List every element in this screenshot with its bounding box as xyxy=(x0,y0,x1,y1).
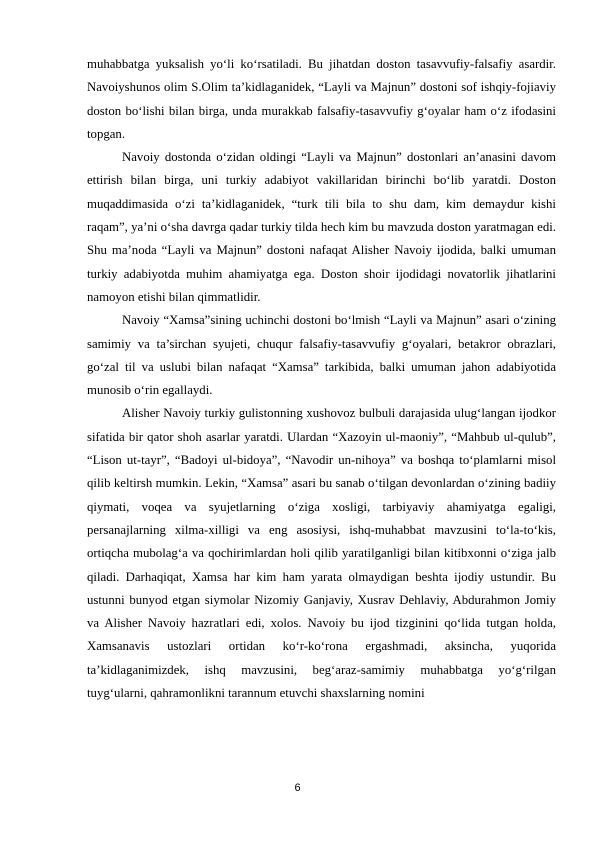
paragraph-2: Navoiy dostonda o‘zidan oldingi “Layli va Majnun” dostonlari an’anasini davom ettirish bilan birga, uni turkiy adabiyot vakillaridan birinchi bo‘lib yaratdi. Doston muqaddimasida o‘zi ta’kidlaganidek, “turk tili bila to shu dam, kim demaydur kishi raqam”, ya’ni o‘sha davrga qadar turkiy tilda hech kim bu mavzuda doston yaratmagan edi. Shu ma’noda “Layli va Majnun” dostoni nafaqat Alisher Navoiy ijodida, balki umuman turkiy adabiyotda muhim ahamiyatga ega. Doston shoir ijodidagi novatorlik jihatlarini namoyon etishi bilan qimmatlidir. xyxy=(87,150,556,304)
paragraph-4: Alisher Navoiy turkiy gulistonning xushovoz bulbuli darajasida ulug‘langan ijodkor sifatida bir qator shoh asarlar yaratdi. Ulardan “Xazoyin ul-maoniy”, “Mahbub ul-qulub”, “Lison ut-tayr”, “Badoyi ul-bidoya”, “Navodir un-nihoya” va boshqa to‘plamlarni misol qilib keltirsh mumkin. Lekin, “Xamsa” asari bu sanab o‘tilgan devonlardan o‘zining badiiy qiymati, voqea va syujetlarning o‘ziga xosligi, tarbiyaviy ahamiyatga egaligi, persanajlarning xilma-xilligi va eng asosiysi, ishq-muhabbat mavzusini to‘la-to‘kis, ortiqcha mubolag‘a va qochirimlardan holi qilib yaratilganligi bilan kitibxonni o‘ziga jalb qiladi. Darhaqiqat, Xamsa har kim ham yarata olmaydigan beshta ijodiy ustundir. Bu ustunni bunyod etgan siymolar Nizomiy Ganjaviy, Xusrav Dehlaviy, Abdurahmon Jomiy va Alisher Navoiy hazratlari edi, xolos. Navoiy bu ijod tizginini qo‘lida tutgan holda, Xamsanavis ustozlari ortidan ko‘r-ko‘rona ergashmadi, aksincha, yuqorida ta’kidlaganimizdek, ishq mavzusini, beg‘araz-samimiy muhabbatga yo‘g‘rilgan tuyg‘ularni, qahramonlikni tarannum etuvchi shaxslarning nomini xyxy=(87,406,556,701)
paragraph-3: Navoiy “Xamsa”sining uchinchi dostoni bo‘lmish “Layli va Majnun” asari o‘zining samimiy va ta’sirchan syujeti, chuqur falsafiy-tasavvufiy g‘oyalari, betakror obrazlari, go‘zal til va uslubi bilan nafaqat “Xamsa” tarkibida, balki umuman jahon adabiyotida munosib o‘rin egallaydi. xyxy=(87,313,556,398)
page-number: 6 xyxy=(294,782,301,794)
paragraph-1: muhabbatga yuksalish yo‘li ko‘rsatiladi. Bu jihatdan doston tasavvufiy-falsafiy asardir. Navoiyshunos olim S.Olim ta’kidlaganidek, “Layli va Majnun” dostoni sof ishqiy-fojiaviy doston bo‘lishi bilan birga, unda murakkab falsafiy-tasavvufiy g‘oyalar ham o‘z ifodasini topgan. xyxy=(87,57,556,141)
body-text xyxy=(87,53,556,705)
